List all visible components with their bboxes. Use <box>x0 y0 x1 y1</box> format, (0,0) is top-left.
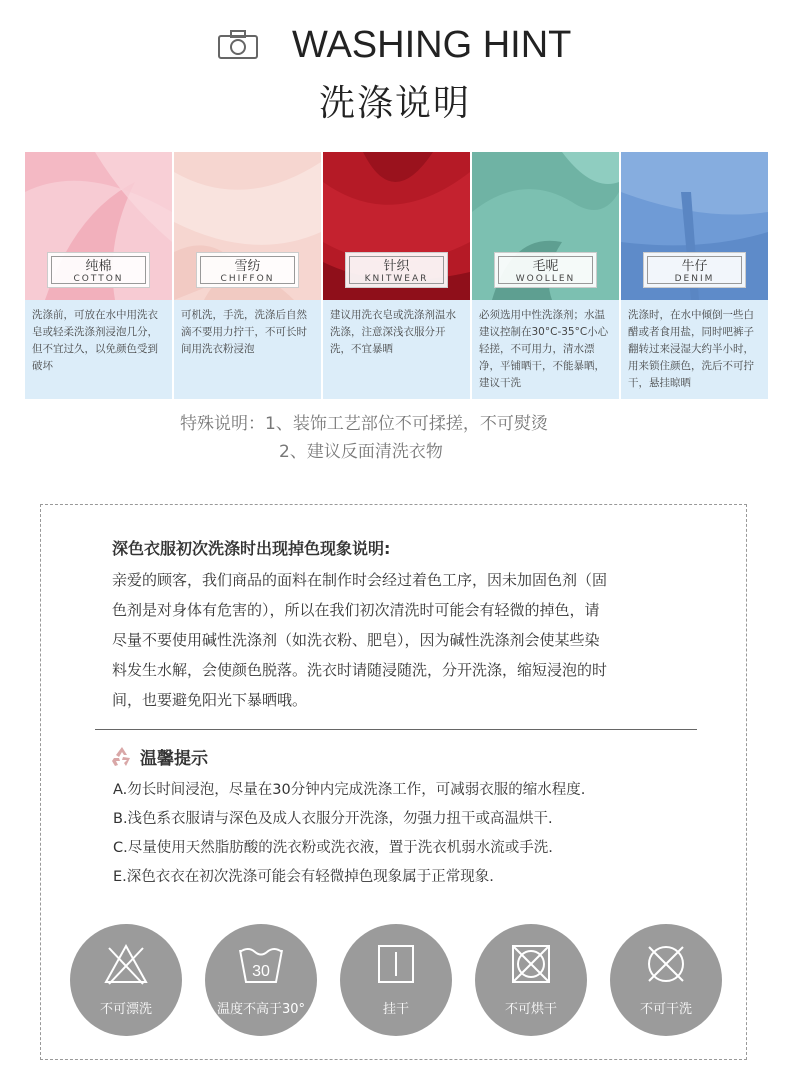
fabric-description: 洗涤前，可放在水中用洗衣皂或轻柔洗涤剂浸泡几分，但不宜过久，以免颜色受到破坏 <box>25 300 172 399</box>
fabric-swatch <box>472 152 619 300</box>
special-note-line: 特殊说明：1、装饰工艺部位不可揉搓，不可熨烫 <box>180 414 548 434</box>
fabric-swatch <box>174 152 321 300</box>
fabric-name-cn: 牛仔 <box>681 259 708 274</box>
care-label: 挂干 <box>382 1002 409 1017</box>
tip-item: E.深色衣衣在初次洗涤可能会有轻微掉色现象属于正常现象. <box>113 869 494 885</box>
care-label: 不可干洗 <box>639 1002 692 1017</box>
fabric-card-knitwear <box>323 152 470 399</box>
special-note-line: 2、建议反面清洗衣物 <box>279 442 443 462</box>
no-bleach-icon <box>101 940 151 990</box>
tip-item: B.浅色系衣服请与深色及成人衣服分开洗涤，勿强力扭干或高温烘干. <box>113 811 553 827</box>
notice-line: 色剂是对身体有危害的），所以在我们初次清洗时可能会有轻微的掉色，请 <box>112 601 600 619</box>
camera-icon <box>218 30 258 60</box>
fabric-name-en: KNITWEAR <box>364 274 429 284</box>
fabric-description: 可机洗，手洗，洗涤后自然滴不要用力拧干，不可长时间用洗衣粉浸泡 <box>174 300 321 399</box>
hang-dry-icon <box>371 940 421 990</box>
title-chinese: 洗涤说明 <box>318 83 471 124</box>
fabric-name-en: CHIFFON <box>220 274 275 284</box>
fabric-card-denim <box>621 152 768 399</box>
divider <box>95 729 697 730</box>
notice-line: 间，也要避免阳光下暴晒哦。 <box>112 691 308 709</box>
notice-body <box>112 565 692 715</box>
fabric-name-cn: 毛呢 <box>532 259 559 274</box>
fabric-name-cn: 针织 <box>383 259 410 274</box>
wash-temperature: 30 <box>252 963 270 980</box>
care-label: 不可漂洗 <box>99 1002 152 1017</box>
fabric-label <box>196 252 299 288</box>
care-label: 温度不高于30° <box>216 1002 306 1017</box>
notice-line: 亲爱的顾客，我们商品的面料在制作时会经过着色工序，因未加固色剂（固 <box>112 571 608 589</box>
notice-line: 尽量不要使用碱性洗涤剂（如洗衣粉、肥皂），因为碱性洗涤剂会使某些染 <box>112 631 600 649</box>
fabric-name-cn: 纯棉 <box>85 259 112 274</box>
fabric-card-chiffon <box>174 152 321 399</box>
tips-list <box>113 776 585 892</box>
fabric-name-en: COTTON <box>73 274 124 284</box>
recycle-icon <box>110 745 134 769</box>
fabric-description: 洗涤时，在水中倾倒一些白醋或者食用盐，同时吧裤子翻转过来浸湿大约半小时，用来锁住颜色，洗后不可拧干，悬挂晾晒 <box>621 300 768 399</box>
fabric-label <box>345 252 448 288</box>
fabric-description: 建议用洗衣皂或洗涤剂温水洗涤，注意深浅衣服分开洗，不宜暴晒 <box>323 300 470 399</box>
fabric-card-cotton <box>25 152 172 399</box>
tip-item: C.尽量使用天然脂肪酸的洗衣粉或洗衣液，置于洗衣机弱水流或手洗. <box>113 840 553 856</box>
wash-30-icon <box>236 940 286 990</box>
fabric-name-en: DENIM <box>674 274 715 284</box>
fabric-name-en: WOOLLEN <box>515 274 576 284</box>
fabric-label <box>47 252 150 288</box>
tip-item: A.勿长时间浸泡，尽量在30分钟内完成洗涤工作，可减弱衣服的缩水程度. <box>113 782 586 798</box>
notice-title: 深色衣服初次洗涤时出现掉色现象说明: <box>112 539 391 558</box>
special-notes <box>180 410 548 466</box>
care-item-no-bleach <box>70 924 182 1036</box>
title-english: WASHING HINT <box>292 24 572 66</box>
fabric-card-woollen <box>472 152 619 399</box>
care-label: 不可烘干 <box>504 1002 557 1017</box>
care-item-no-dry-clean <box>610 924 722 1036</box>
fabric-label <box>494 252 597 288</box>
fabric-name-cn: 雪纺 <box>234 259 261 274</box>
fabric-description: 必须选用中性洗涤剂；水温建议控制在30°C-35°C小心轻搓，不可用力，清水漂净，平铺晒干，不能暴晒，建议干洗 <box>472 300 619 399</box>
tips-title: 温馨提示 <box>140 749 208 769</box>
fabric-swatch <box>25 152 172 300</box>
fabric-label <box>643 252 746 288</box>
fabric-swatch <box>621 152 768 300</box>
notice-line: 料发生水解，会使颜色脱落。洗衣时请随浸随洗，分开洗涤，缩短浸泡的时 <box>112 661 608 679</box>
no-tumble-dry-icon <box>506 940 556 990</box>
fabric-swatch <box>323 152 470 300</box>
care-item-no-tumble-dry <box>475 924 587 1036</box>
care-item-hang-dry <box>340 924 452 1036</box>
header <box>0 0 790 130</box>
care-item-wash-30 <box>205 924 317 1036</box>
no-dry-clean-icon <box>641 940 691 990</box>
care-icons <box>70 924 730 1036</box>
fabric-grid <box>25 152 766 399</box>
